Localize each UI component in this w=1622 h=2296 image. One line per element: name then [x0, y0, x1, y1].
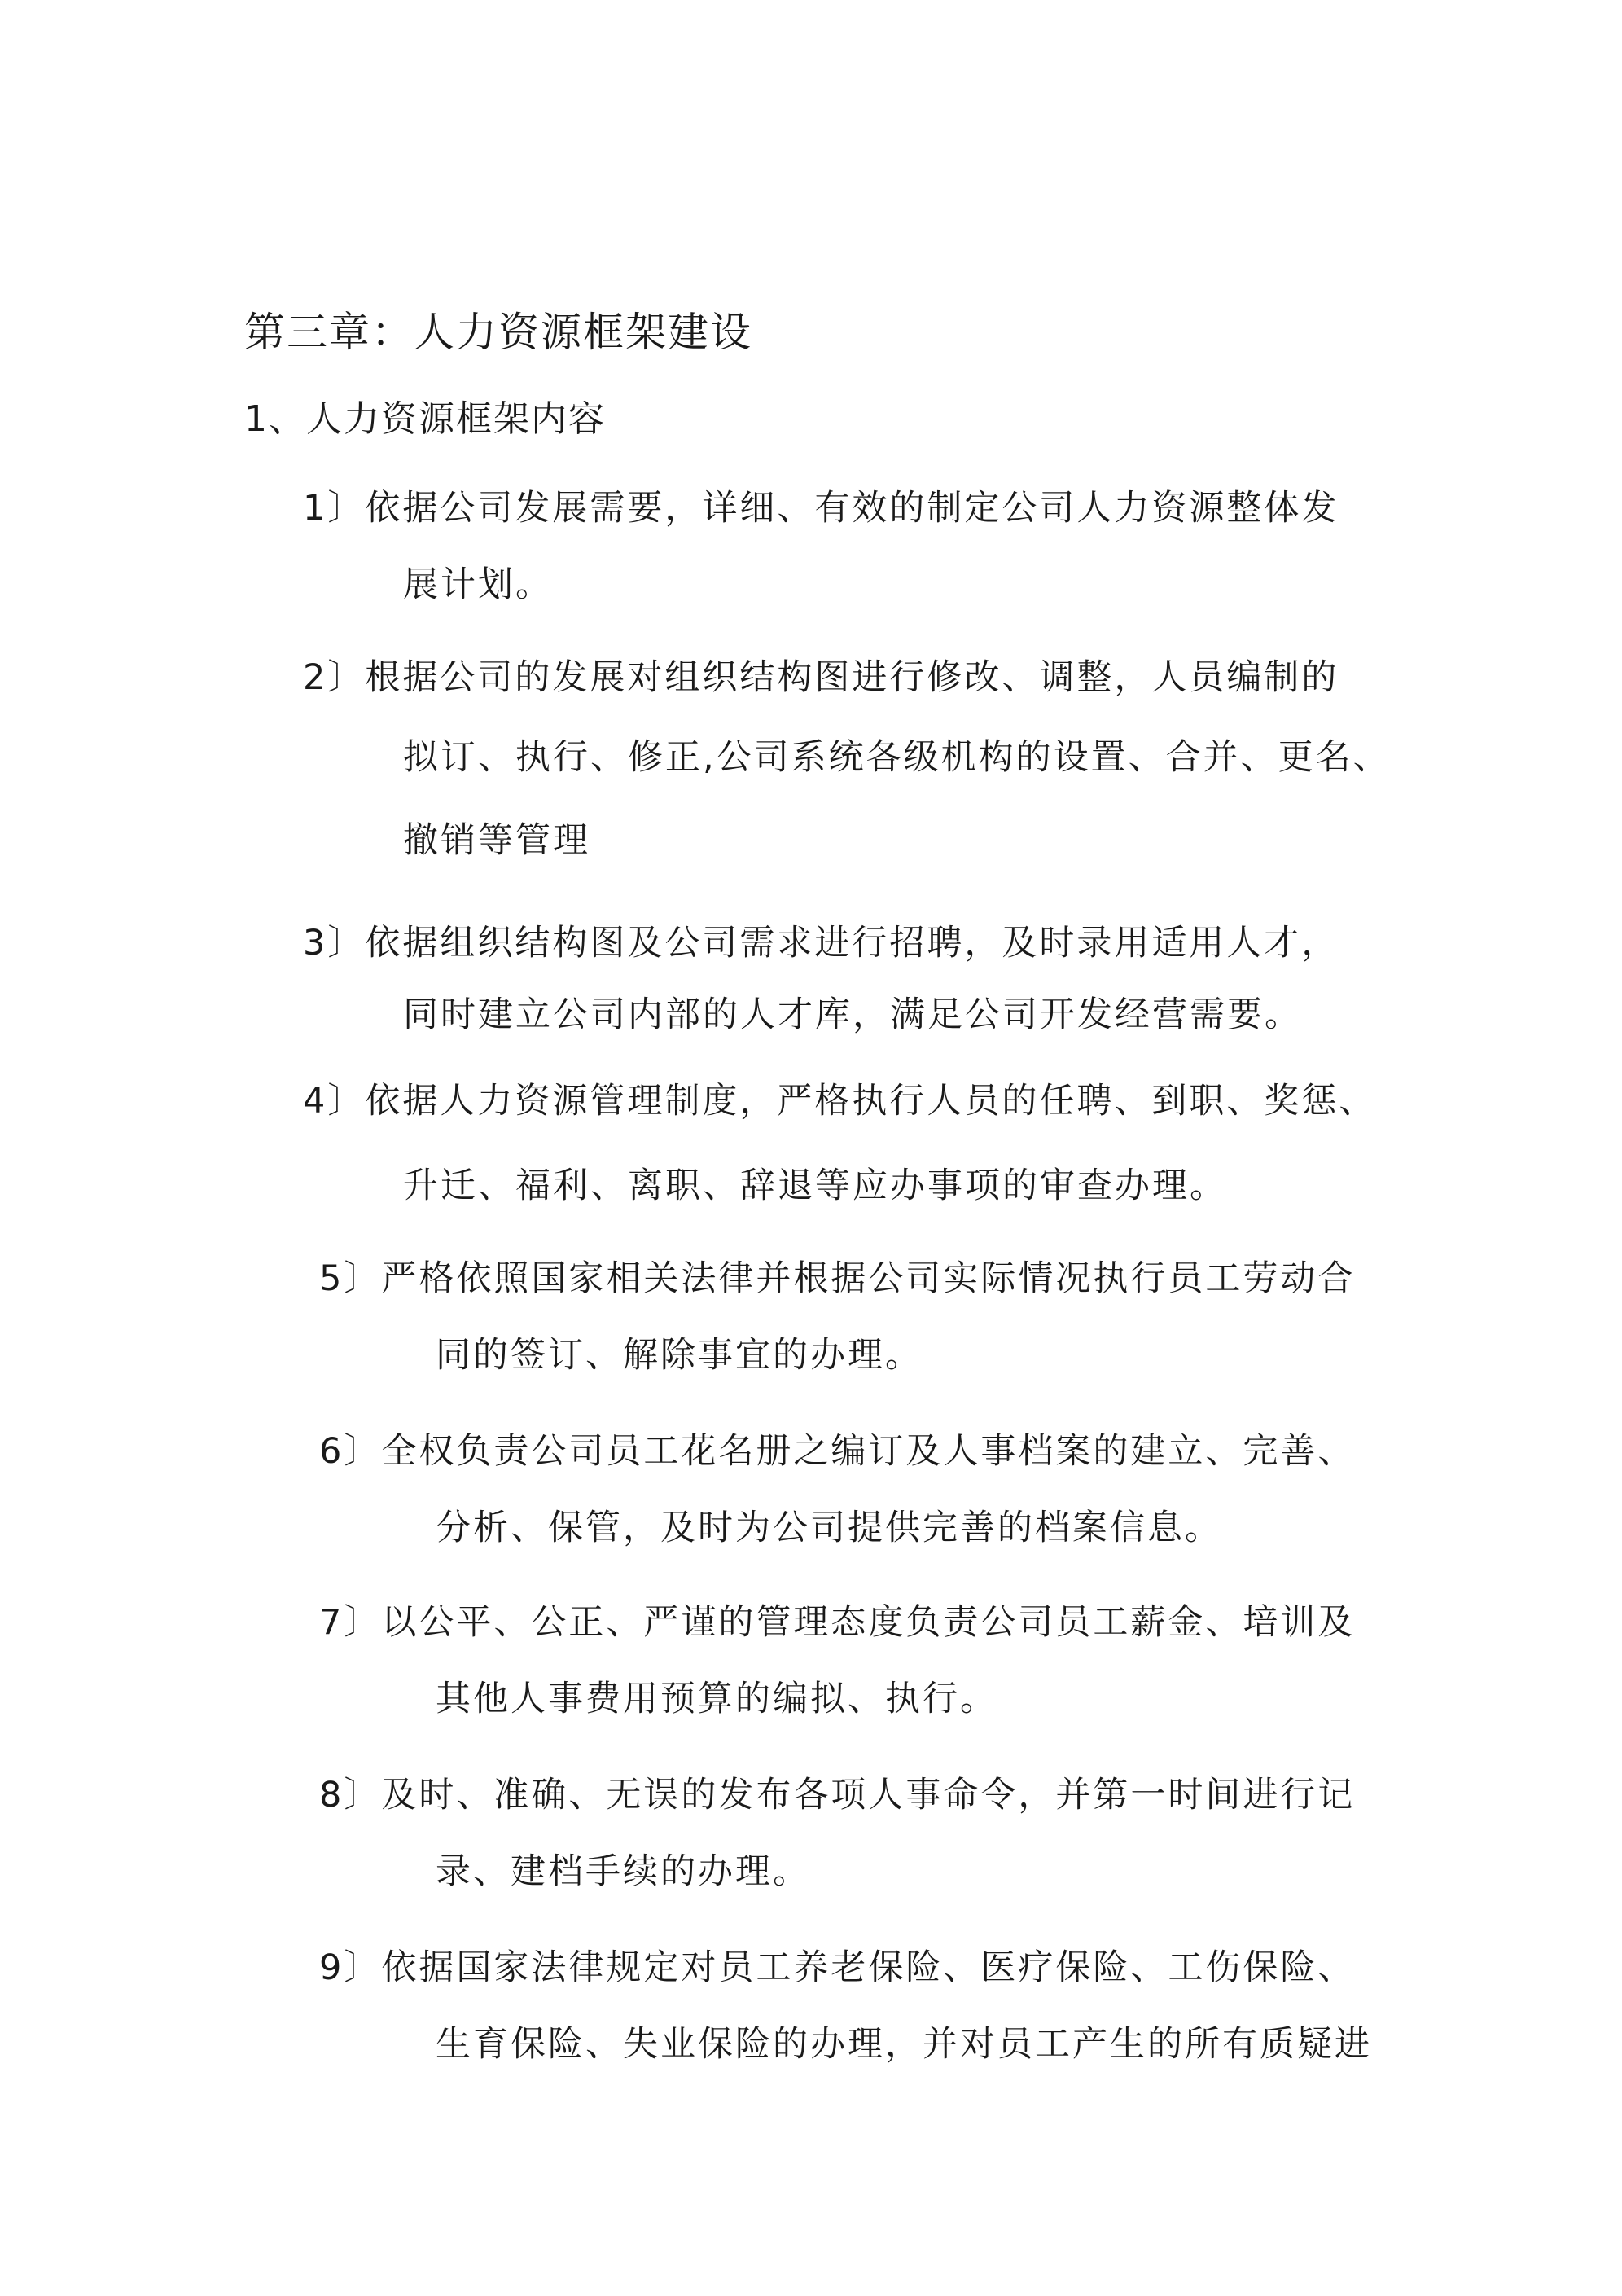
item-continuation-line: 同的签订、解除事宜的办理。	[436, 1335, 923, 1376]
list-item-1	[303, 481, 1339, 530]
item-line: 依据国家法律规定对员工养老保险、医疗保险、工伤保险、	[381, 1947, 1356, 1988]
item-continuation-line: 拟订、执行、修正,公司系统各级机构的设置、合并、更名、	[403, 737, 1391, 778]
item-line: 及时、准确、无误的发布各项人事命令，并第一时间进行记	[381, 1775, 1356, 1815]
item-number: 1〕	[303, 488, 366, 529]
item-number: 5〕	[319, 1258, 382, 1299]
list-item-4	[303, 1073, 1376, 1123]
item-line: 全权负责公司员工花名册之编订及人事档案的建立、完善、	[381, 1431, 1356, 1472]
item-continuation-line: 分析、保管，及时为公司提供完善的档案信息。	[436, 1508, 1222, 1548]
item-continuation-line: 录、建档手续的办理。	[436, 1851, 810, 1892]
item-continuation-line: 其他人事费用预算的编拟、执行。	[436, 1679, 997, 1719]
list-item-9	[319, 1940, 1355, 1990]
item-line: 依据人力资源管理制度，严格执行人员的任聘、到职、奖惩、	[365, 1081, 1377, 1122]
item-line: 根据公司的发展对组织结构图进行修改、调整，人员编制的	[365, 657, 1339, 698]
list-item-6	[319, 1424, 1355, 1473]
item-continuation-line: 升迁、福利、离职、辞退等应办事项的审查办理。	[403, 1166, 1227, 1206]
item-continuation-line: 撤销等管理	[403, 820, 590, 861]
item-continuation-line: 同时建立公司内部的人才库，满足公司开发经营需要。	[403, 994, 1302, 1035]
item-number: 8〕	[319, 1775, 382, 1815]
item-line: 依据组织结构图及公司需求进行招聘，及时录用适用人才，	[365, 923, 1339, 964]
item-number: 7〕	[319, 1602, 382, 1643]
item-number: 6〕	[319, 1431, 382, 1472]
item-continuation-line: 生育保险、失业保险的办理，并对员工产生的所有质疑进	[436, 2024, 1372, 2065]
item-number: 2〕	[303, 657, 366, 698]
list-item-3	[303, 915, 1339, 965]
item-line: 严格依照国家相关法律并根据公司实际情况执行员工劳动合	[381, 1258, 1356, 1299]
item-number: 9〕	[319, 1947, 382, 1988]
item-number: 3〕	[303, 923, 366, 964]
item-number: 4〕	[303, 1081, 366, 1122]
chapter-title: 第三章：人力资源框架建设	[244, 309, 752, 356]
list-item-2	[303, 650, 1339, 700]
list-item-7	[319, 1595, 1355, 1644]
item-continuation-line: 展计划。	[403, 564, 553, 605]
item-line: 依据公司发展需要，详细、有效的制定公司人力资源整体发	[365, 488, 1339, 529]
list-item-8	[319, 1767, 1355, 1817]
list-item-5	[319, 1251, 1355, 1301]
section-title: 1、人力资源框架内容	[244, 398, 606, 440]
item-line: 以公平、公正、严谨的管理态度负责公司员工薪金、培训及	[381, 1602, 1356, 1643]
